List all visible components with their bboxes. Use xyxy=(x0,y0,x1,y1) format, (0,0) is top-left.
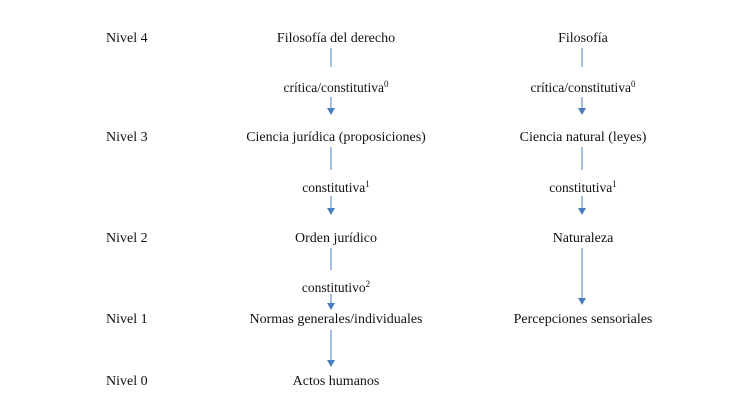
nature-relation-3-2 xyxy=(549,180,617,196)
law-nivel3-node: Ciencia jurídica (proposiciones) xyxy=(246,130,426,145)
nature-nivel4-node: Filosofía xyxy=(558,31,608,46)
law-relation-4-3-sup: 0 xyxy=(383,79,389,89)
law-relation-2-1-sup: 2 xyxy=(365,279,371,289)
law-relation-3-2-sup: 1 xyxy=(365,179,370,189)
level-label-2: Nivel 2 xyxy=(106,231,148,246)
nature-nivel3-node: Ciencia natural (leyes) xyxy=(519,130,647,145)
law-relation-2-1 xyxy=(302,280,370,296)
nature-nivel1-node: Percepciones sensoriales xyxy=(513,312,653,327)
law-nivel0-node: Actos humanos xyxy=(292,374,380,389)
law-relation-4-3-text: crítica/constitutiva xyxy=(283,80,384,95)
nature-nivel2-node: Naturaleza xyxy=(552,231,614,246)
level-label-3: Nivel 3 xyxy=(106,130,148,145)
law-relation-4-3 xyxy=(284,80,389,96)
nature-relation-3-2-text: constitutiva xyxy=(549,180,613,195)
law-relation-2-1-text: constitutivo xyxy=(301,280,366,295)
law-nivel2-node: Orden jurídico xyxy=(294,231,378,246)
law-nivel1-node: Normas generales/individuales xyxy=(249,312,423,327)
nature-relation-4-3-sup: 0 xyxy=(630,79,636,89)
level-label-1: Nivel 1 xyxy=(106,312,148,327)
level-label-4: Nivel 4 xyxy=(106,31,148,46)
nature-relation-4-3 xyxy=(531,80,636,96)
nature-relation-3-2-sup: 1 xyxy=(612,179,617,189)
level-label-0: Nivel 0 xyxy=(106,374,148,389)
law-nivel4-node: Filosofía del derecho xyxy=(276,31,396,46)
nature-relation-4-3-text: crítica/constitutiva xyxy=(530,80,631,95)
law-relation-3-2-text: constitutiva xyxy=(302,180,366,195)
law-relation-3-2 xyxy=(302,180,370,196)
